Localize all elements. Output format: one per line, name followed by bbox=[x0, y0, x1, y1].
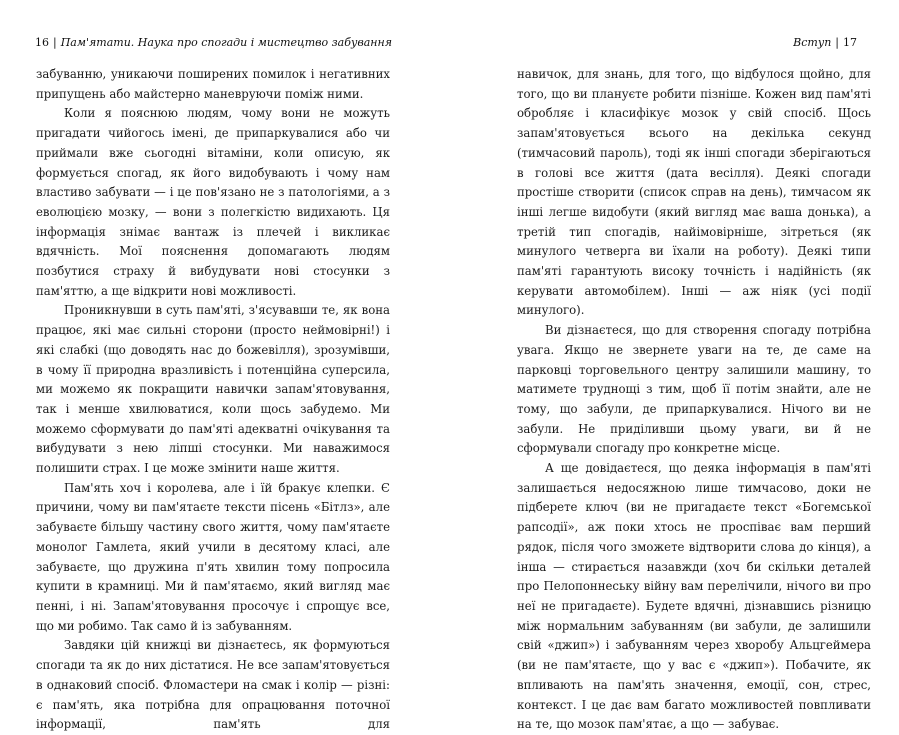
right-header-title: Вступ bbox=[793, 36, 832, 49]
right-header-separator: | bbox=[835, 36, 839, 49]
paragraph: Ви дізнаєтеся, що для створення спогаду потрібна увага. Якщо не звернете уваги на те, де саме на парковці торговельного центру залишили машину, то матимете труднощі з тим, щоб її потім знайти, але не тому, що забули, де припаркувалися. Нічого ви не забули. Не приділивши цьому уваги, ви й не сформували спогаду про конкретне місце. bbox=[517, 323, 871, 456]
right-page-number: 17 bbox=[843, 36, 857, 49]
paragraph: забуванню, уникаючи поширених помилок і негативних припущень або майстерно маневруючи поміж ними. bbox=[36, 67, 390, 101]
right-page-body bbox=[517, 65, 871, 735]
left-header-separator: | bbox=[53, 36, 57, 49]
left-page-body bbox=[36, 65, 390, 735]
left-page bbox=[0, 0, 449, 732]
paragraph: А ще довідаєтеся, що деяка інформація в пам'яті залишається недосяжною лише тимчасово, доки не підберете ключ (ви не пригадаєте текст «Богемської рапсодії», аж поки хтось не проспіває вам перший рядок, після чого зможете відтворити слова до кінця), а інша — стирається назавжди (хоч би скільки деталей про Пелопоннеську війну вам перелічили, нічого ви про неї не пригадаєте). Будете вдячні, дізнавшись різницю між нормальним забуванням (ви забули, де залишили свій «джип») і забуванням через хворобу Альцгеймера (ви не пам'ятаєте, що у вас є «джип»). Побачите, як впливають на пам'ять значення, емоції, сон, стрес, контекст. І це дає вам багато можливостей повпливати на те, що мозок пам'ятає, а що — забуває. bbox=[517, 461, 871, 732]
paragraph: навичок, для знань, для того, що відбулося щойно, для того, що ви плануєте робити пізніше. Кожен вид пам'яті обробляє і класифікує мозок у свій спосіб. Щось запам'ятовується всього на декілька секунд (тимчасовий пароль), тоді як інші спогади зберігаються в голові все життя (дата весілля). Деякі спогади простіше створити (список справ на день), тимчасом як інші легше видобути (який вигляд має ваша донька), а третій тип спогадів, найімовірніше, зітреться (як минулого четверга ви їхали на роботу). Деякі типи пам'яті гарантують високу точність і надійність (як керувати автомобілем). Інші — аж ніяк (усі події минулого). bbox=[517, 67, 871, 318]
paragraph: Коли я пояснюю людям, чому вони не можуть пригадати чийогось імені, де припаркувалися або чи приймали вже сьогодні вітаміни, коли описую, як формується спогад, як його видобувають і чому нам властиво забувати — і це пов'язано не з патологіями, а з еволюцією мозку, — вони з полегкістю видихають. Ця інформація знімає вантаж із плечей і викликає вдячність. Мої пояснення допомагають людям позбутися страху й вибудувати нові стосунки з пам'яттю, а ще відкрити нові можливості. bbox=[36, 106, 390, 298]
left-header-title: Пам'ятати. Наука про спогади і мистецтво забування bbox=[60, 36, 393, 49]
right-page bbox=[450, 0, 899, 732]
left-running-header bbox=[35, 36, 392, 49]
right-running-header bbox=[793, 36, 857, 49]
left-page-number: 16 bbox=[35, 36, 49, 49]
paragraph: Проникнувши в суть пам'яті, з'ясувавши те, як вона працює, які має сильні сторони (просто неймовірні!) і які слабкі (що доводять нас до божевілля), зрозумівши, в чому її природна вразливість і потенційна суперсила, ми можемо як покращити навички запам'ятовування, так і менше хвилюватися, коли щось забудемо. Ми можемо сформувати до пам'яті адекватні очікування та вибудувати з нею ліпші стосунки. Ми наважимося полишити страх. І це може змінити наше життя. bbox=[36, 303, 390, 476]
paragraph: Пам'ять хоч і королева, але і їй бракує клепки. Є причини, чому ви пам'ятаєте тексти пісень «Бітлз», але забуваєте більшу частину свого життя, чому пам'ятаєте монолог Гамлета, який учили в десятому класі, але забуваєте, що дружина п'ять хвилин тому попросила купити в крамниці. Ми й пам'ятаємо, який вигляд має пенні, і ні. Запам'ятовування просочує і спрощує все, що ми робимо. Так само й із забуванням. bbox=[36, 480, 390, 633]
paragraph: Завдяки цій книжці ви дізнаєтесь, як формуються спогади та як до них дістатися. Не все запам'ятовується в однаковий спосіб. Фломастери на смак і колір — різні: є пам'ять, яка потрібна для опрацювання поточної інформації, пам'ять для bbox=[36, 638, 390, 732]
